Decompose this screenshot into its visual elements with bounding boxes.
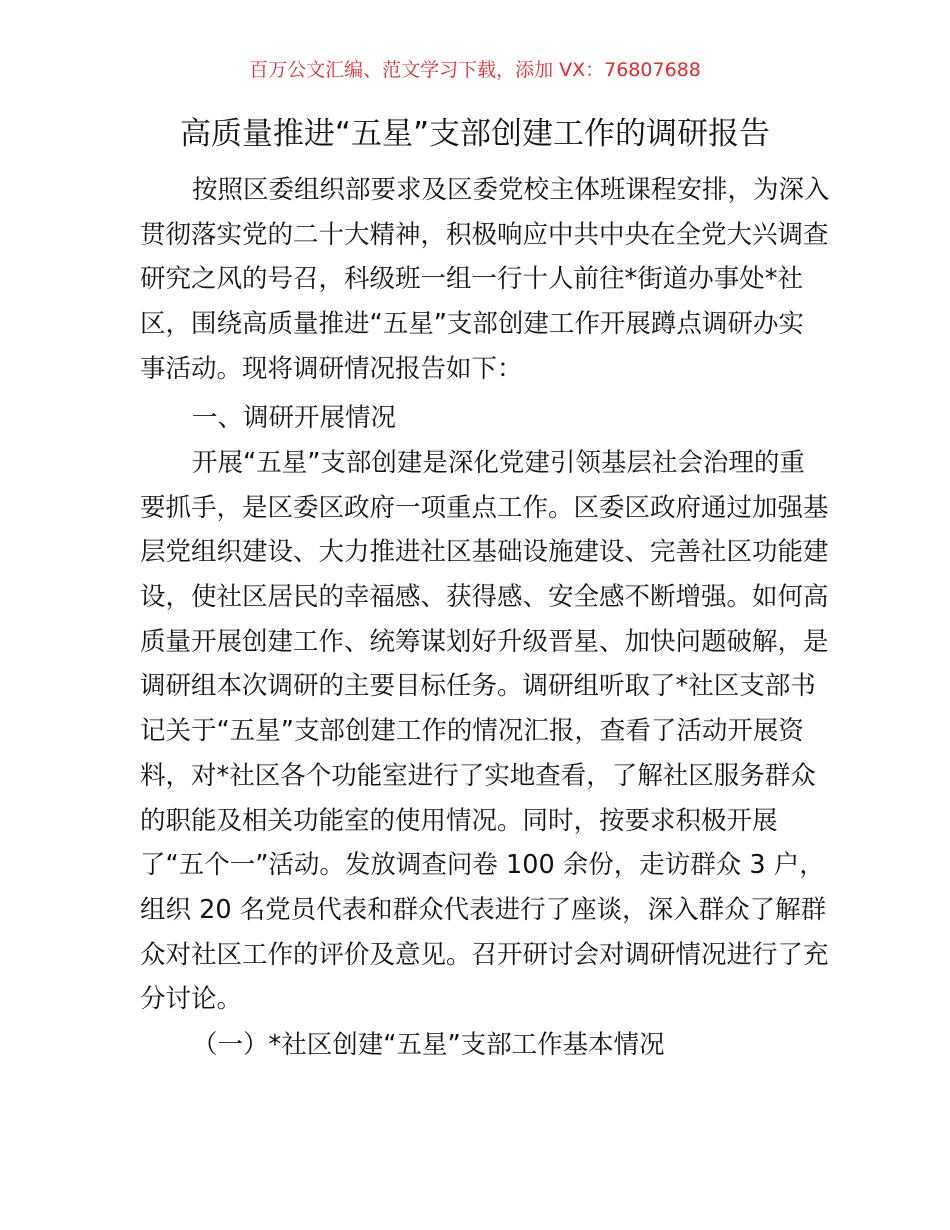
subsection-heading-text: （一）*社区创建“五星”支部工作基本情况	[192, 1030, 665, 1060]
paragraph-line: 按照区委组织部要求及区委党校主体班课程安排，为深入	[192, 175, 830, 205]
paragraph-line: 开展“五星”支部创建是深化党建引领基层社会治理的重	[192, 448, 805, 478]
section-heading-text: 一、调研开展情况	[192, 403, 397, 433]
paragraph-intro	[140, 168, 830, 391]
paragraph-line: 众对社区工作的评价及意见。召开研讨会对调研情况进行了充	[140, 939, 829, 970]
paragraph-survey	[140, 441, 829, 1022]
paragraph-line: 质量开展创建工作、统筹谋划好升级晋星、加快问题破解，是	[140, 626, 829, 657]
paragraph-line: 贯彻落实党的二十大精神，积极响应中共中央在全党大兴调查	[140, 219, 829, 250]
paragraph-line: 要抓手，是区委区政府一项重点工作。区委区政府通过加强基	[140, 492, 829, 523]
paragraph-line: 事活动。现将调研情况报告如下：	[140, 353, 523, 384]
paragraph-line: 料，对*社区各个功能室进行了实地查看，了解社区服务群众	[140, 760, 816, 791]
paragraph-line: 记关于“五星”支部创建工作的情况汇报，查看了活动开展资	[140, 716, 804, 747]
paragraph-line: 组织 20 名党员代表和群众代表进行了座谈，深入群众了解群	[140, 894, 827, 925]
paragraph-line: 调研组本次调研的主要目标任务。调研组听取了*社区支部书	[140, 671, 816, 702]
paragraph-line: 设，使社区居民的幸福感、获得感、安全感不断增强。如何高	[140, 582, 829, 613]
paragraph-line: 的职能及相关功能室的使用情况。同时，按要求积极开展	[140, 805, 778, 836]
paragraph-line: 区，围绕高质量推进“五星”支部创建工作开展蹲点调研办实	[140, 309, 804, 340]
subsection-heading	[140, 1023, 820, 1068]
watermark-banner: 百万公文汇编、范文学习下载，添加 VX：76807688	[249, 59, 701, 81]
document-title: 高质量推进“五星”支部创建工作的调研报告	[179, 116, 771, 152]
paragraph-line: 了“五个一”活动。发放调查问卷 100 余份，走访群众 3 户，	[140, 850, 825, 881]
paragraph-line: 研究之风的号召，科级班一组一行十人前往*街道办事处*社	[140, 264, 804, 295]
section-heading-1	[140, 396, 820, 441]
paragraph-line: 分讨论。	[140, 984, 243, 1015]
paragraph-line: 层党组织建设、大力推进社区基础设施建设、完善社区功能建	[140, 537, 829, 568]
